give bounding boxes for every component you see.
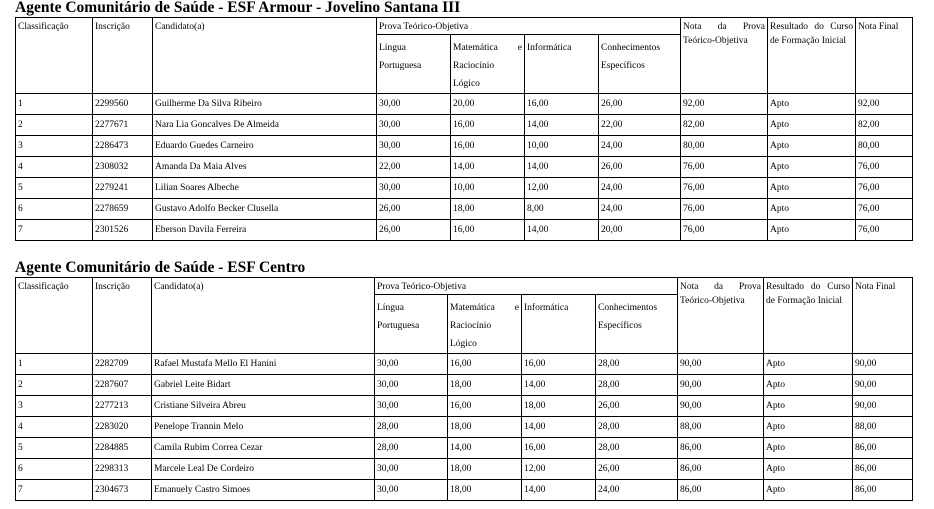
header-inscricao: Inscrição (93, 18, 153, 94)
cell-nota-final: 76,00 (856, 157, 913, 178)
cell-nota-final: 86,00 (853, 480, 913, 501)
cell-informatica: 14,00 (525, 220, 599, 241)
cell-lingua: 30,00 (377, 178, 451, 199)
table-row (16, 199, 913, 220)
cell-pos: 7 (16, 220, 93, 241)
cell-matematica: 16,00 (451, 220, 525, 241)
cell-informatica: 16,00 (522, 438, 596, 459)
cell-resultado: Apto (764, 459, 853, 480)
cell-conhecimentos: 24,00 (599, 178, 681, 199)
cell-lingua: 30,00 (375, 396, 448, 417)
cell-candidato: Eduardo Guedes Carneiro (153, 136, 377, 157)
cell-pos: 6 (16, 199, 93, 220)
cell-matematica: 16,00 (448, 396, 522, 417)
header-informatica: Informática (525, 35, 599, 94)
table-row (16, 115, 913, 136)
cell-candidato: Camila Rubim Correa Cezar (152, 438, 375, 459)
cell-resultado: Apto (768, 157, 856, 178)
header-prova-group: Prova Teórico-Objetiva (375, 278, 678, 295)
cell-pos: 3 (16, 396, 93, 417)
table-row (16, 157, 913, 178)
section-title: Agente Comunitário de Saúde - ESF Centro (15, 260, 306, 276)
cell-lingua: 30,00 (375, 480, 448, 501)
table-row (16, 354, 913, 375)
cell-matematica: 18,00 (448, 417, 522, 438)
cell-candidato: Guilherme Da Silva Ribeiro (153, 94, 377, 115)
cell-nota-prova: 90,00 (678, 354, 764, 375)
results-table (15, 277, 913, 501)
cell-lingua: 28,00 (375, 417, 448, 438)
cell-inscricao: 2287607 (93, 375, 152, 396)
table-row (16, 480, 913, 501)
cell-resultado: Apto (768, 115, 856, 136)
cell-candidato: Eberson Davila Ferreira (153, 220, 377, 241)
cell-resultado: Apto (764, 417, 853, 438)
cell-candidato: Marcele Leal De Cordeiro (152, 459, 375, 480)
cell-nota-prova: 86,00 (678, 438, 764, 459)
cell-inscricao: 2304673 (93, 480, 152, 501)
cell-nota-prova: 76,00 (681, 199, 768, 220)
cell-nota-final: 80,00 (856, 136, 913, 157)
cell-conhecimentos: 28,00 (596, 417, 678, 438)
cell-inscricao: 2298313 (93, 459, 152, 480)
cell-candidato: Penelope Trannin Melo (152, 417, 375, 438)
cell-informatica: 18,00 (522, 396, 596, 417)
section-centro (15, 260, 912, 501)
cell-inscricao: 2286473 (93, 136, 153, 157)
table-row (16, 396, 913, 417)
cell-inscricao: 2308032 (93, 157, 153, 178)
cell-conhecimentos: 24,00 (596, 480, 678, 501)
table-row (16, 136, 913, 157)
table-row (16, 375, 913, 396)
cell-conhecimentos: 26,00 (596, 396, 678, 417)
cell-informatica: 16,00 (525, 94, 599, 115)
cell-pos: 2 (16, 375, 93, 396)
cell-matematica: 16,00 (448, 354, 522, 375)
cell-inscricao: 2299560 (93, 94, 153, 115)
header-lingua: Língua Portuguesa (375, 295, 448, 354)
cell-matematica: 10,00 (451, 178, 525, 199)
header-nota-final: Nota Final (856, 18, 913, 94)
table-row (16, 459, 913, 480)
cell-matematica: 14,00 (451, 157, 525, 178)
section-title: Agente Comunitário de Saúde - ESF Armour - Jovelino Santana III (15, 0, 461, 16)
cell-lingua: 30,00 (375, 459, 448, 480)
cell-informatica: 10,00 (525, 136, 599, 157)
cell-informatica: 12,00 (525, 178, 599, 199)
cell-informatica: 14,00 (522, 480, 596, 501)
cell-inscricao: 2282709 (93, 354, 152, 375)
cell-nota-prova: 88,00 (678, 417, 764, 438)
cell-nota-prova: 90,00 (678, 375, 764, 396)
cell-lingua: 30,00 (377, 136, 451, 157)
cell-lingua: 30,00 (375, 354, 448, 375)
cell-pos: 2 (16, 115, 93, 136)
header-resultado: Resultado do Curso de Formação Inicial (764, 278, 853, 354)
cell-nota-final: 90,00 (853, 375, 913, 396)
cell-lingua: 26,00 (377, 220, 451, 241)
section-armour (15, 0, 912, 241)
cell-conhecimentos: 26,00 (596, 459, 678, 480)
cell-inscricao: 2284885 (93, 438, 152, 459)
cell-inscricao: 2283020 (93, 417, 152, 438)
cell-resultado: Apto (768, 136, 856, 157)
table-row (16, 417, 913, 438)
cell-pos: 4 (16, 417, 93, 438)
cell-lingua: 30,00 (377, 115, 451, 136)
header-classificacao: Classificação (16, 18, 93, 94)
cell-nota-final: 82,00 (856, 115, 913, 136)
cell-matematica: 14,00 (448, 438, 522, 459)
cell-nota-final: 90,00 (853, 354, 913, 375)
header-prova-group: Prova Teórico-Objetiva (377, 18, 681, 35)
cell-matematica: 18,00 (451, 199, 525, 220)
cell-informatica: 16,00 (522, 354, 596, 375)
cell-informatica: 8,00 (525, 199, 599, 220)
cell-lingua: 22,00 (377, 157, 451, 178)
header-matematica: Matemática e Raciocínio Lógico (451, 35, 525, 94)
header-nota-prova: Nota da Prova Teórico-Objetiva (681, 18, 768, 94)
cell-candidato: Gustavo Adolfo Becker Clusella (153, 199, 377, 220)
cell-nota-prova: 86,00 (678, 480, 764, 501)
cell-lingua: 30,00 (377, 94, 451, 115)
cell-conhecimentos: 20,00 (599, 220, 681, 241)
cell-inscricao: 2278659 (93, 199, 153, 220)
cell-nota-prova: 82,00 (681, 115, 768, 136)
cell-conhecimentos: 22,00 (599, 115, 681, 136)
cell-pos: 4 (16, 157, 93, 178)
cell-resultado: Apto (768, 220, 856, 241)
header-conhecimentos: Conhecimentos Específicos (596, 295, 678, 354)
cell-nota-final: 76,00 (856, 199, 913, 220)
cell-informatica: 14,00 (522, 375, 596, 396)
cell-nota-final: 76,00 (856, 220, 913, 241)
header-matematica: Matemática e Raciocínio Lógico (448, 295, 522, 354)
cell-pos: 1 (16, 94, 93, 115)
cell-matematica: 18,00 (448, 375, 522, 396)
cell-nota-prova: 76,00 (681, 220, 768, 241)
results-table (15, 17, 913, 241)
cell-pos: 3 (16, 136, 93, 157)
cell-inscricao: 2277671 (93, 115, 153, 136)
cell-nota-final: 76,00 (856, 178, 913, 199)
cell-candidato: Cristiane Silveira Abreu (152, 396, 375, 417)
header-lingua: Língua Portuguesa (377, 35, 451, 94)
cell-pos: 5 (16, 438, 93, 459)
cell-matematica: 16,00 (451, 136, 525, 157)
cell-matematica: 18,00 (448, 480, 522, 501)
cell-resultado: Apto (764, 354, 853, 375)
cell-conhecimentos: 24,00 (599, 199, 681, 220)
cell-inscricao: 2279241 (93, 178, 153, 199)
cell-candidato: Nara Lia Goncalves De Almeida (153, 115, 377, 136)
cell-nota-final: 86,00 (853, 438, 913, 459)
table-row (16, 178, 913, 199)
header-classificacao: Classificação (16, 278, 93, 354)
cell-nota-prova: 92,00 (681, 94, 768, 115)
cell-nota-prova: 80,00 (681, 136, 768, 157)
cell-nota-final: 86,00 (853, 459, 913, 480)
cell-conhecimentos: 24,00 (599, 136, 681, 157)
cell-resultado: Apto (764, 438, 853, 459)
header-candidato: Candidato(a) (152, 278, 375, 354)
cell-resultado: Apto (768, 94, 856, 115)
cell-matematica: 16,00 (451, 115, 525, 136)
cell-pos: 7 (16, 480, 93, 501)
cell-inscricao: 2301526 (93, 220, 153, 241)
cell-conhecimentos: 28,00 (596, 375, 678, 396)
cell-nota-prova: 76,00 (681, 178, 768, 199)
cell-resultado: Apto (764, 396, 853, 417)
cell-conhecimentos: 26,00 (599, 94, 681, 115)
cell-conhecimentos: 26,00 (599, 157, 681, 178)
cell-matematica: 20,00 (451, 94, 525, 115)
cell-conhecimentos: 28,00 (596, 438, 678, 459)
cell-informatica: 14,00 (522, 417, 596, 438)
header-conhecimentos: Conhecimentos Específicos (599, 35, 681, 94)
cell-nota-final: 92,00 (856, 94, 913, 115)
cell-nota-final: 90,00 (853, 396, 913, 417)
cell-lingua: 26,00 (377, 199, 451, 220)
cell-nota-final: 88,00 (853, 417, 913, 438)
table-row (16, 94, 913, 115)
header-nota-prova: Nota da Prova Teórico-Objetiva (678, 278, 764, 354)
header-candidato: Candidato(a) (153, 18, 377, 94)
header-inscricao: Inscrição (93, 278, 152, 354)
cell-lingua: 30,00 (375, 375, 448, 396)
cell-conhecimentos: 28,00 (596, 354, 678, 375)
table-row (16, 438, 913, 459)
table-row (16, 220, 913, 241)
cell-informatica: 12,00 (522, 459, 596, 480)
cell-nota-prova: 86,00 (678, 459, 764, 480)
cell-candidato: Emanuely Castro Simoes (152, 480, 375, 501)
cell-pos: 6 (16, 459, 93, 480)
header-nota-final: Nota Final (853, 278, 913, 354)
cell-resultado: Apto (764, 480, 853, 501)
cell-resultado: Apto (764, 375, 853, 396)
cell-resultado: Apto (768, 199, 856, 220)
cell-matematica: 18,00 (448, 459, 522, 480)
cell-resultado: Apto (768, 178, 856, 199)
cell-pos: 5 (16, 178, 93, 199)
cell-informatica: 14,00 (525, 115, 599, 136)
cell-nota-prova: 76,00 (681, 157, 768, 178)
cell-lingua: 28,00 (375, 438, 448, 459)
cell-candidato: Amanda Da Maia Alves (153, 157, 377, 178)
cell-candidato: Lilian Soares Albeche (153, 178, 377, 199)
cell-nota-prova: 90,00 (678, 396, 764, 417)
cell-inscricao: 2277213 (93, 396, 152, 417)
cell-candidato: Rafael Mustafa Mello El Hanini (152, 354, 375, 375)
cell-candidato: Gabriel Leite Bidart (152, 375, 375, 396)
cell-pos: 1 (16, 354, 93, 375)
header-resultado: Resultado do Curso de Formação Inicial (768, 18, 856, 94)
cell-informatica: 14,00 (525, 157, 599, 178)
header-informatica: Informática (522, 295, 596, 354)
